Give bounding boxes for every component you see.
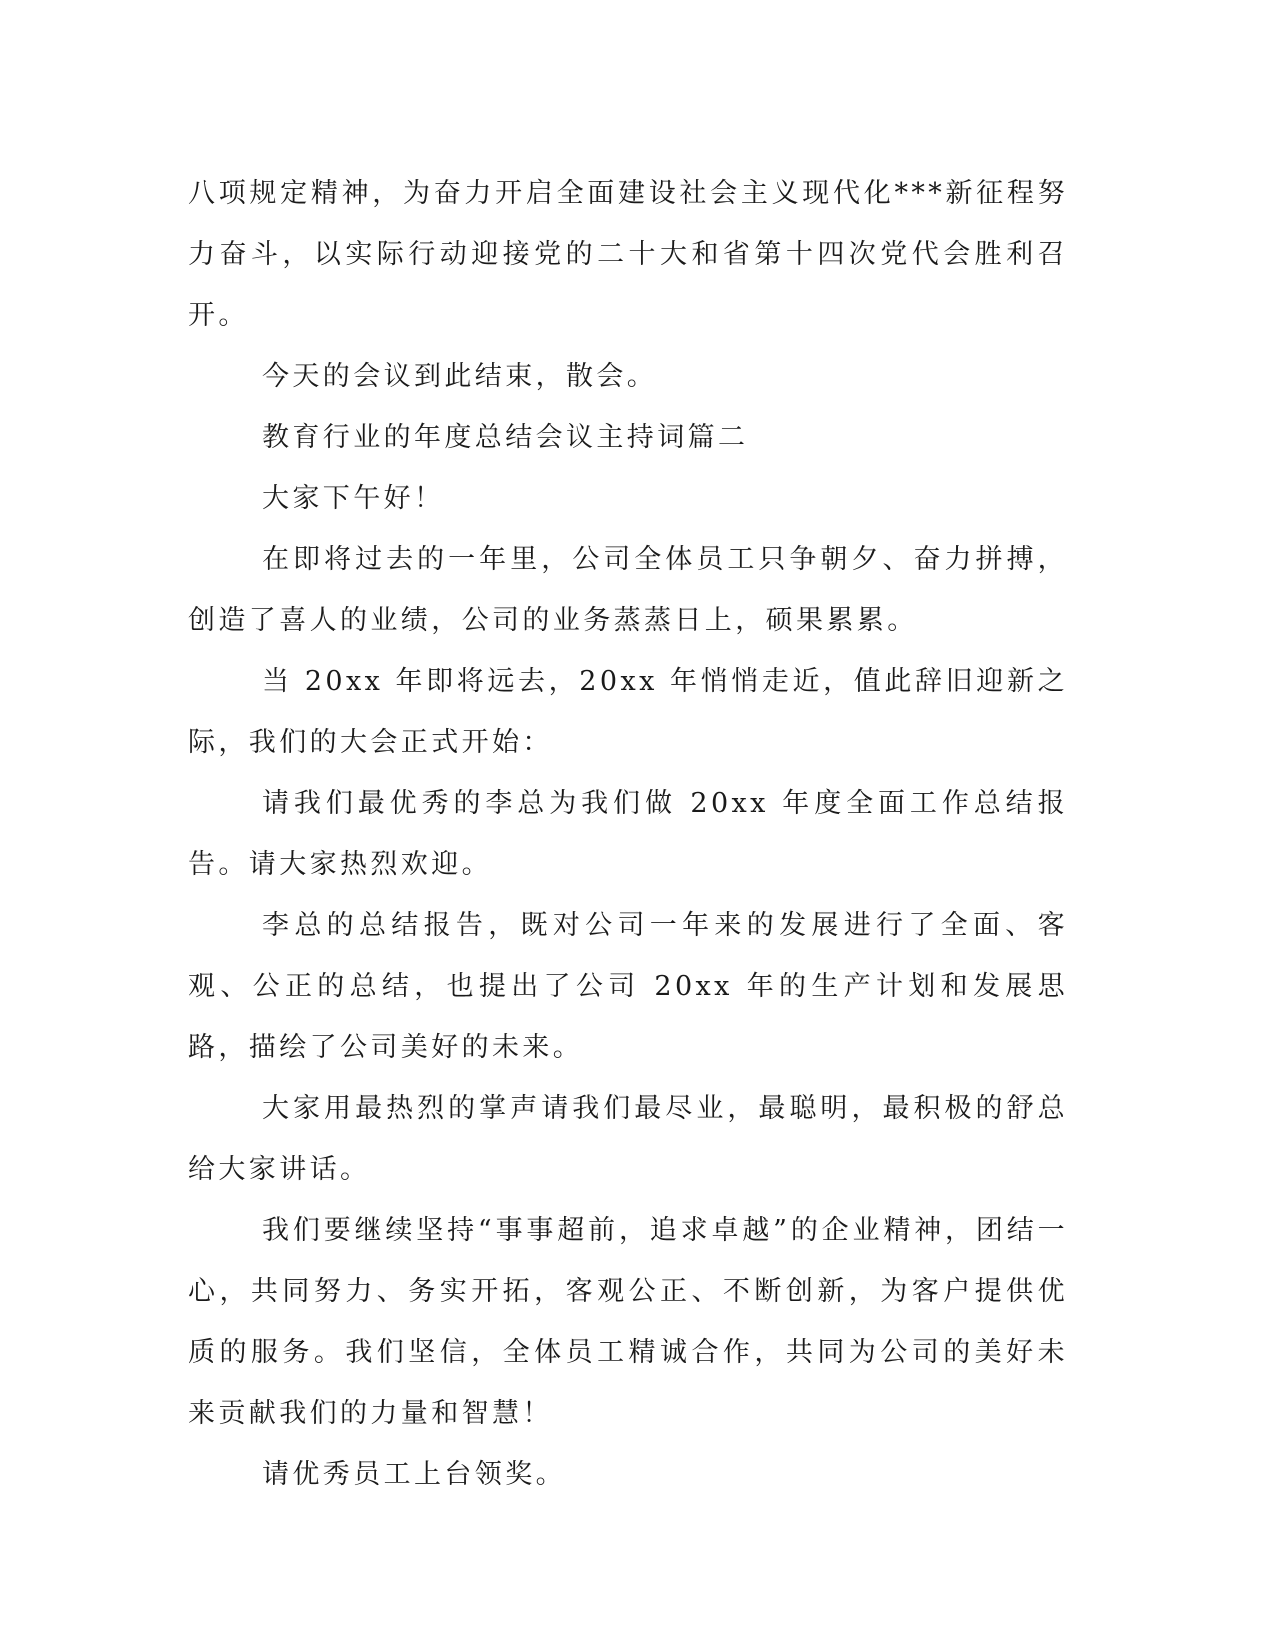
paragraph: 请我们最优秀的李总为我们做 20xx 年度全面工作总结报告。请大家热烈欢迎。 [188, 788, 1068, 880]
paragraph: 大家用最热烈的掌声请我们最尽业，最聪明，最积极的舒总给大家讲话。 [188, 1093, 1068, 1185]
document-body [188, 163, 1068, 1505]
paragraph: 李总的总结报告，既对公司一年来的发展进行了全面、客观、公正的总结，也提出了公司 20xx 年的生产计划和发展思路，描绘了公司美好的未来。 [188, 910, 1068, 1063]
paragraph: 请优秀员工上台领奖。 [262, 1459, 566, 1490]
paragraph: 我们要继续坚持“事事超前，追求卓越”的企业精神，团结一心，共同努力、务实开拓，客观公正、不断创新，为客户提供优质的服务。我们坚信，全体员工精诚合作，共同为公司的美好未来贡献我们的力量和智慧！ [188, 1215, 1068, 1429]
paragraph: 大家下午好！ [262, 483, 445, 514]
paragraph: 在即将过去的一年里，公司全体员工只争朝夕、奋力拼搏，创造了喜人的业绩，公司的业务蒸蒸日上，硕果累累。 [188, 544, 1068, 636]
section-heading: 教育行业的年度总结会议主持词篇二 [262, 422, 749, 453]
paragraph: 当 20xx 年即将远去，20xx 年悄悄走近，值此辞旧迎新之际，我们的大会正式开始： [188, 666, 1068, 758]
paragraph: 今天的会议到此结束，散会。 [262, 361, 658, 392]
paragraph: 八项规定精神，为奋力开启全面建设社会主义现代化***新征程努力奋斗，以实际行动迎接党的二十大和省第十四次党代会胜利召开。 [188, 178, 1068, 331]
